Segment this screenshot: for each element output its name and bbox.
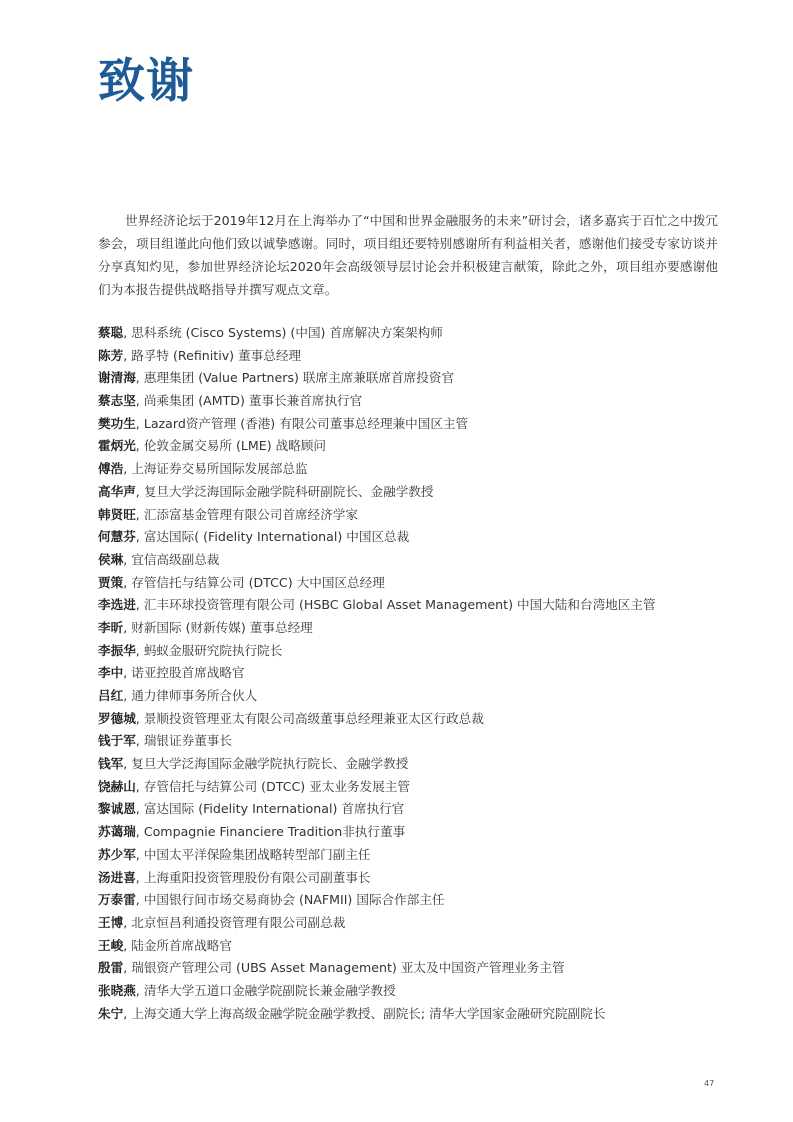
person-name: 罗德城 bbox=[98, 710, 136, 726]
name-separator: , bbox=[135, 982, 140, 998]
name-separator: , bbox=[123, 756, 128, 772]
name-separator: , bbox=[123, 325, 128, 340]
acknowledgement-item bbox=[98, 980, 738, 1003]
name-separator: , bbox=[123, 347, 128, 363]
name-separator: , bbox=[135, 733, 140, 749]
person-name: 霍炳光 bbox=[98, 438, 136, 454]
person-role: 陆金所首席战略官 bbox=[131, 937, 232, 953]
acknowledgement-item bbox=[98, 844, 738, 867]
person-role: 汇添富基金管理有限公司首席经济学家 bbox=[143, 506, 358, 522]
person-role: 伦敦金属交易所 (LME) 战略顾问 bbox=[143, 438, 327, 454]
name-separator: , bbox=[123, 665, 128, 681]
person-role: 北京恒昌利通投资管理有限公司副总裁 bbox=[131, 914, 346, 930]
acknowledgement-item bbox=[98, 526, 738, 549]
person-name: 李昕 bbox=[98, 619, 124, 635]
name-separator: , bbox=[135, 393, 140, 409]
name-separator: , bbox=[123, 551, 128, 567]
page-title: 致谢 bbox=[98, 54, 194, 109]
person-role: 景顺投资管理亚太有限公司高级董事总经理兼亚太区行政总裁 bbox=[143, 710, 484, 726]
name-separator: , bbox=[123, 914, 128, 930]
person-name: 蔡聪 bbox=[98, 325, 124, 340]
acknowledgement-item bbox=[98, 730, 738, 753]
name-separator: , bbox=[123, 960, 128, 976]
person-role: 上海重阳投资管理股份有限公司副董事长 bbox=[143, 869, 371, 885]
person-name: 李选进 bbox=[98, 597, 136, 613]
person-role: 瑞银资产管理公司 (UBS Asset Management) 亚太及中国资产管理业务主管 bbox=[131, 960, 565, 976]
name-separator: , bbox=[135, 438, 140, 454]
person-name: 殷雷 bbox=[98, 960, 124, 976]
person-name: 饶赫山 bbox=[98, 778, 136, 794]
person-role: Lazard资产管理 (香港) 有限公司董事总经理兼中国区主管 bbox=[143, 415, 469, 431]
acknowledgement-item bbox=[98, 685, 738, 708]
person-name: 吕红 bbox=[98, 688, 124, 703]
acknowledgement-item bbox=[98, 821, 738, 844]
person-role: 上海交通大学上海高级金融学院金融学教授、副院长; 清华大学国家金融研究院副院长 bbox=[131, 1005, 606, 1021]
person-role: 通力律师事务所合伙人 bbox=[131, 688, 258, 703]
name-separator: , bbox=[135, 710, 140, 726]
person-role: 清华大学五道口金融学院副院长兼金融学教授 bbox=[143, 982, 396, 998]
person-name: 侯琳 bbox=[98, 551, 124, 567]
person-role: 中国银行间市场交易商协会 (NAFMII) 国际合作部主任 bbox=[143, 892, 445, 908]
person-name: 苏蔼瑞 bbox=[98, 824, 136, 840]
acknowledgement-item bbox=[98, 935, 738, 958]
acknowledgement-item bbox=[98, 957, 738, 980]
person-name: 高华声 bbox=[98, 483, 136, 499]
person-name: 朱宁 bbox=[98, 1005, 124, 1021]
person-role: 富达国际( (Fidelity International) 中国区总裁 bbox=[143, 529, 410, 545]
person-role: 瑞银证券董事长 bbox=[143, 733, 232, 749]
acknowledgement-item bbox=[98, 504, 738, 527]
person-role: 存管信托与结算公司 (DTCC) 大中国区总经理 bbox=[131, 574, 385, 590]
person-name: 蔡志坚 bbox=[98, 393, 136, 409]
person-name: 王峻 bbox=[98, 937, 124, 953]
acknowledgement-item bbox=[98, 1003, 738, 1026]
name-separator: , bbox=[135, 506, 140, 522]
name-separator: , bbox=[135, 824, 140, 840]
person-name: 何慧芬 bbox=[98, 529, 136, 545]
name-separator: , bbox=[135, 892, 140, 908]
person-role: 汇丰环球投资管理有限公司 (HSBC Global Asset Management) 中国大陆和台湾地区主管 bbox=[143, 597, 656, 613]
name-separator: , bbox=[135, 483, 140, 499]
person-name: 李振华 bbox=[98, 642, 136, 658]
acknowledgement-item bbox=[98, 889, 738, 912]
person-name: 樊功生 bbox=[98, 415, 136, 431]
name-separator: , bbox=[123, 1005, 128, 1021]
name-separator: , bbox=[135, 778, 140, 794]
name-separator: , bbox=[135, 529, 140, 545]
person-name: 李中 bbox=[98, 665, 124, 681]
person-name: 王博 bbox=[98, 914, 124, 930]
person-name: 韩贤旺 bbox=[98, 506, 136, 522]
acknowledgement-item bbox=[98, 367, 738, 390]
name-separator: , bbox=[123, 619, 128, 635]
person-name: 谢清海 bbox=[98, 370, 136, 386]
acknowledgement-item bbox=[98, 708, 738, 731]
acknowledgement-list bbox=[98, 322, 738, 1025]
person-role: 路孚特 (Refinitiv) 董事总经理 bbox=[131, 347, 302, 363]
acknowledgement-item bbox=[98, 753, 738, 776]
name-separator: , bbox=[135, 869, 140, 885]
person-role: 复旦大学泛海国际金融学院执行院长、金融学教授 bbox=[131, 756, 409, 772]
person-name: 黎诚恩 bbox=[98, 801, 136, 817]
person-role: 诺亚控股首席战略官 bbox=[131, 665, 245, 681]
person-role: 宜信高级副总裁 bbox=[131, 551, 220, 567]
acknowledgement-item bbox=[98, 912, 738, 935]
name-separator: , bbox=[123, 688, 128, 703]
acknowledgement-item bbox=[98, 776, 738, 799]
acknowledgement-item bbox=[98, 435, 738, 458]
person-name: 傅浩 bbox=[98, 461, 124, 477]
acknowledgement-item bbox=[98, 640, 738, 663]
person-name: 万泰雷 bbox=[98, 892, 136, 908]
name-separator: , bbox=[123, 461, 128, 477]
person-name: 张晓燕 bbox=[98, 982, 136, 998]
intro-paragraph: 世界经济论坛于2019年12月在上海举办了“中国和世界金融服务的未来”研讨会，诸多嘉宾于百忙之中拨冗参会，项目组谨此向他们致以诚挚感谢。同时，项目组还要特别感谢所有利益相关者，感谢他们接受专家访谈并分享真知灼见，参加世界经济论坛2020年会高级领导层讨论会并积极建言献策，除此之外，项目组亦要感谢他们为本报告提供战略指导并撰写观点文章。 bbox=[98, 213, 718, 297]
person-role: 复旦大学泛海国际金融学院科研副院长、金融学教授 bbox=[143, 483, 434, 499]
person-role: 惠理集团 (Value Partners) 联席主席兼联席首席投资官 bbox=[143, 370, 455, 386]
person-role: 存管信托与结算公司 (DTCC) 亚太业务发展主管 bbox=[143, 778, 410, 794]
name-separator: , bbox=[123, 574, 128, 590]
person-role: 尚乘集团 (AMTD) 董事长兼首席执行官 bbox=[143, 393, 363, 409]
name-separator: , bbox=[135, 642, 140, 658]
person-name: 贾策 bbox=[98, 574, 124, 590]
person-role: 蚂蚁金服研究院执行院长 bbox=[143, 642, 283, 658]
name-separator: , bbox=[135, 415, 140, 431]
acknowledgement-item bbox=[98, 322, 738, 345]
acknowledgement-item bbox=[98, 549, 738, 572]
acknowledgement-item bbox=[98, 458, 738, 481]
person-name: 汤进喜 bbox=[98, 869, 136, 885]
person-name: 钱于军 bbox=[98, 733, 136, 749]
person-name: 钱军 bbox=[98, 756, 124, 772]
acknowledgement-item bbox=[98, 413, 738, 436]
person-role: Compagnie Financiere Tradition非执行董事 bbox=[143, 824, 406, 840]
acknowledgement-item bbox=[98, 390, 738, 413]
acknowledgement-item bbox=[98, 662, 738, 685]
acknowledgement-item bbox=[98, 798, 738, 821]
name-separator: , bbox=[135, 801, 140, 817]
name-separator: , bbox=[135, 846, 140, 862]
acknowledgement-item bbox=[98, 867, 738, 890]
person-role: 富达国际 (Fidelity International) 首席执行官 bbox=[143, 801, 405, 817]
name-separator: , bbox=[123, 937, 128, 953]
acknowledgement-item bbox=[98, 594, 738, 617]
person-role: 中国太平洋保险集团战略转型部门副主任 bbox=[143, 846, 371, 862]
person-role: 财新国际 (财新传媒) 董事总经理 bbox=[131, 619, 313, 635]
acknowledgement-item bbox=[98, 345, 738, 368]
person-role: 上海证券交易所国际发展部总监 bbox=[131, 461, 308, 477]
page-number: 47 bbox=[704, 1079, 715, 1088]
acknowledgement-item bbox=[98, 617, 738, 640]
acknowledgement-item bbox=[98, 572, 738, 595]
person-name: 陈芳 bbox=[98, 347, 124, 363]
person-role: 思科系统 (Cisco Systems) (中国) 首席解决方案架构师 bbox=[131, 325, 443, 340]
person-name: 苏少军 bbox=[98, 846, 136, 862]
acknowledgement-item bbox=[98, 481, 738, 504]
name-separator: , bbox=[135, 370, 140, 386]
name-separator: , bbox=[135, 597, 140, 613]
